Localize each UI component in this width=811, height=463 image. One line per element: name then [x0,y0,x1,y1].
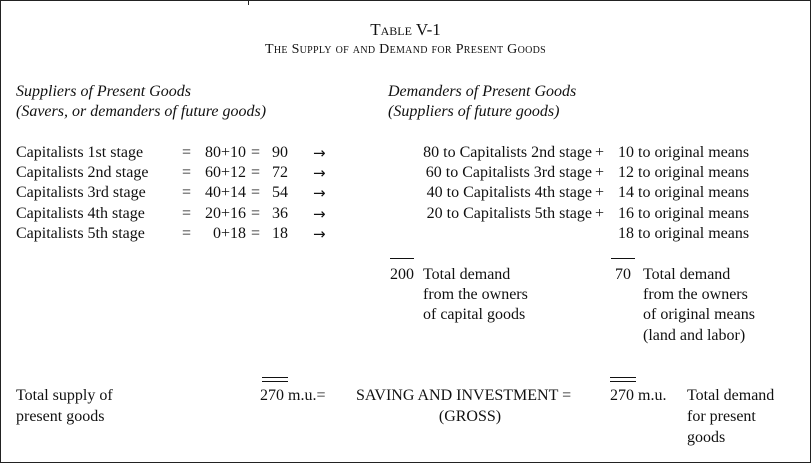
capital-demand: 60 to Capitalists 3rd stage [425,164,592,181]
capital-total-label: from the owners [423,286,528,303]
supplier-equals-2: = [251,184,261,201]
supplier-calc: 40+14 [204,184,246,201]
saving-investment-label: SAVING AND INVESTMENT = [356,387,572,404]
right-arrow-icon: → [313,184,326,202]
original-total-label: Total demand [643,266,731,283]
plus-sign: + [595,184,605,201]
table-number-text: Table V-1 [370,20,441,39]
supplier-label: Capitalists 4th stage [16,205,145,222]
subtotal-rule-capital [390,258,414,259]
capital-demand: 20 to Capitalists 5th stage [426,205,592,222]
total-demand-label: Total demand [687,387,775,404]
supplier-equals: = [182,205,192,222]
supplier-equals-2: = [251,225,261,242]
page-edge-mark [248,0,249,5]
right-arrow-icon: → [313,205,326,223]
total-supply-label: Total supply of [16,387,113,404]
grand-total-rule-right [610,381,636,382]
original-demand: 12 to original means [618,164,750,181]
supplier-calc: 80+10 [204,144,246,161]
supplier-calc: 20+16 [204,205,246,222]
supplier-label: Capitalists 5th stage [16,225,145,242]
supplier-total: 90 [272,144,288,161]
suppliers-subheading: (Savers, or demanders of future goods) [16,103,267,120]
supplier-equals: = [182,144,192,161]
grand-total-rule-right [610,377,636,378]
subtotal-rule-original [611,258,635,259]
supplier-total: 54 [272,184,288,201]
supplier-total: 18 [272,225,288,242]
supplier-total: 72 [272,164,288,181]
capital-total-label: Total demand [423,266,511,283]
right-arrow-icon: → [313,225,326,243]
total-demand-value: 270 m.u. [610,387,667,404]
original-demand: 16 to original means [618,205,750,222]
table-number [0,20,811,41]
supplier-label: Capitalists 1st stage [16,144,144,161]
supplier-calc: 60+12 [204,164,246,181]
original-demand: 14 to original means [618,184,750,201]
capital-demand: 40 to Capitalists 4th stage [426,184,592,201]
original-total-value: 70 [615,266,631,283]
right-arrow-icon: → [313,144,326,162]
original-total-label: from the owners [643,286,748,303]
gross-label: (GROSS) [438,408,502,425]
original-demand: 10 to original means [618,144,750,161]
total-supply-value: 270 m.u.= [260,387,326,404]
supplier-equals-2: = [251,205,261,222]
plus-sign: + [595,164,605,181]
demanders-subheading: (Suppliers of future goods) [388,103,560,120]
supplier-calc: 0+18 [212,225,246,242]
original-demand: 18 to original means [618,225,750,242]
grand-total-rule-left [262,381,288,382]
total-demand-label: for present [687,408,756,425]
plus-sign: + [595,144,605,161]
original-total-label: (land and labor) [643,327,746,344]
supplier-equals: = [182,225,192,242]
total-supply-label: present goods [16,408,105,425]
original-total-label: of original means [643,306,755,323]
supplier-equals: = [182,184,192,201]
total-demand-label: goods [687,429,726,446]
supplier-equals-2: = [251,164,261,181]
demanders-heading: Demanders of Present Goods [388,83,577,100]
suppliers-heading: Suppliers of Present Goods [16,83,191,100]
plus-sign: + [595,205,605,222]
grand-total-rule-left [262,377,288,378]
table-title: The Supply of and Demand for Present Goods [264,42,547,57]
capital-total-value: 200 [390,266,414,283]
supplier-label: Capitalists 2nd stage [16,164,149,181]
supplier-equals: = [182,164,192,181]
capital-demand: 80 to Capitalists 2nd stage [423,144,592,161]
capital-total-label: of capital goods [423,306,526,323]
supplier-equals-2: = [251,144,261,161]
supplier-total: 36 [272,205,288,222]
supplier-label: Capitalists 3rd stage [16,184,146,201]
right-arrow-icon: → [313,164,326,182]
